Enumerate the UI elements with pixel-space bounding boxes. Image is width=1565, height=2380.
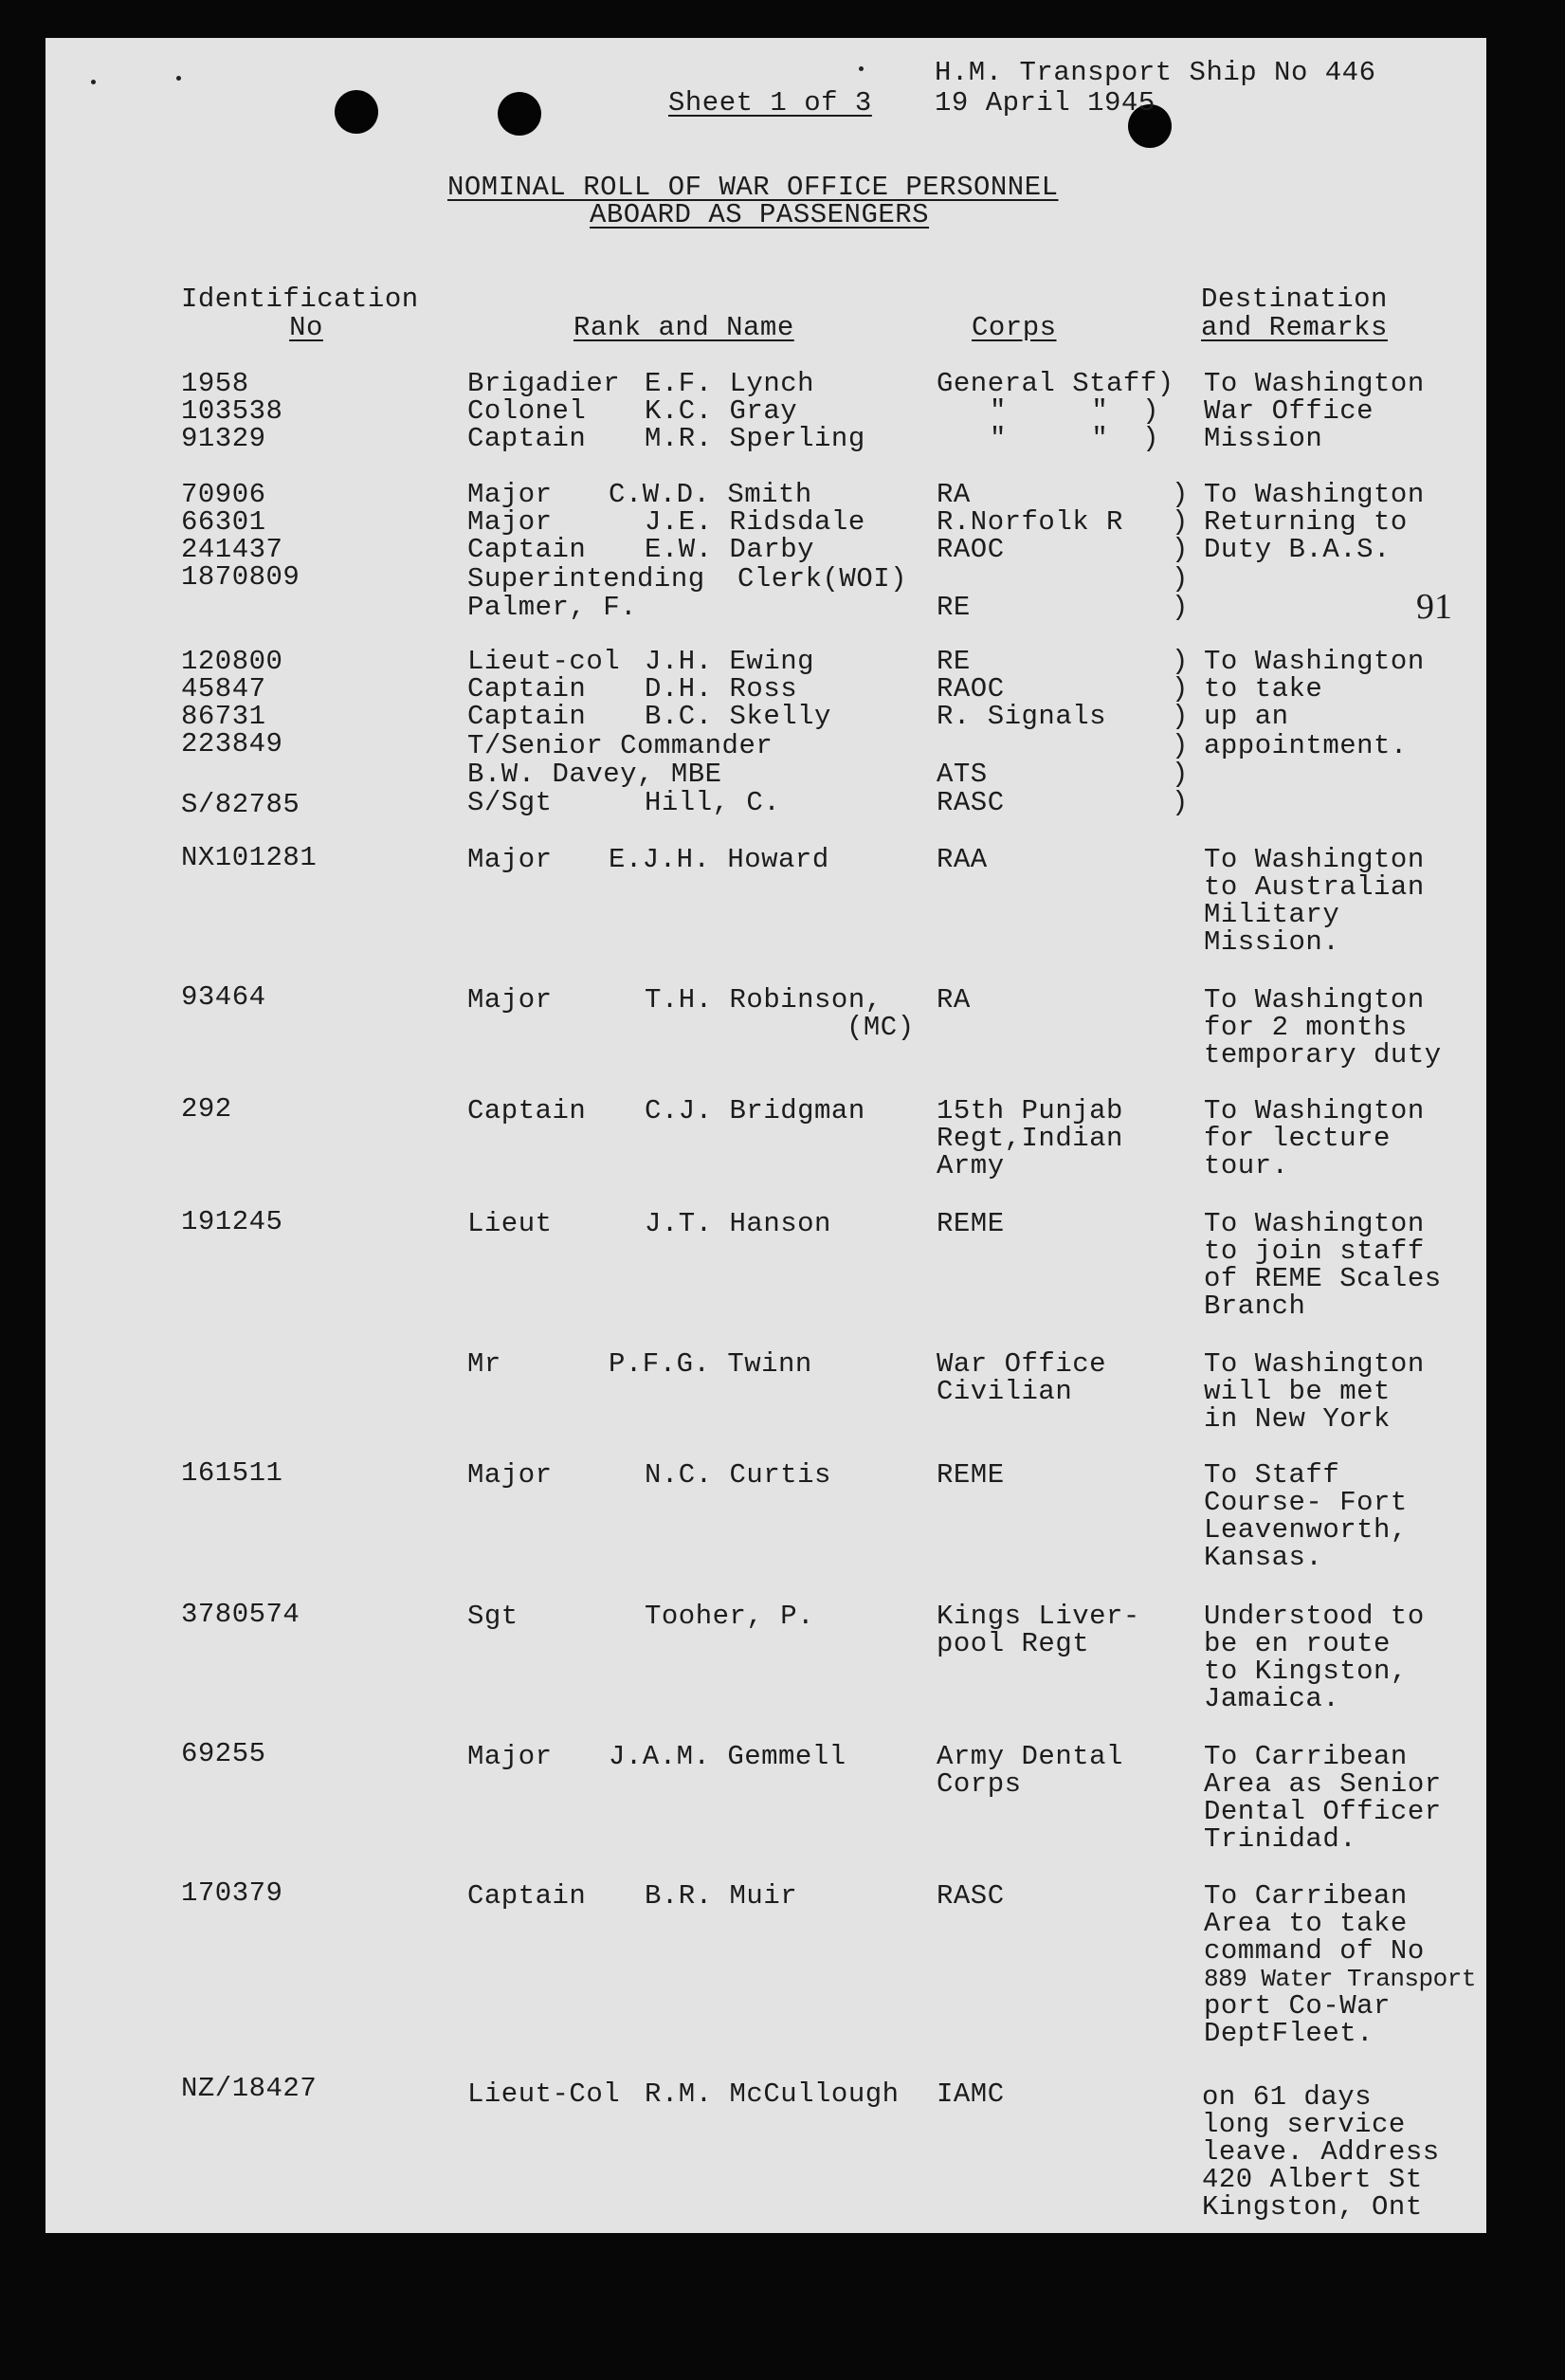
rank: Captain <box>467 1095 587 1126</box>
remark-line: temporary duty <box>1204 1039 1442 1071</box>
corps: War Office <box>937 1348 1107 1380</box>
remark-line: To Washington <box>1204 1095 1425 1126</box>
corps: Army Dental <box>937 1741 1123 1772</box>
name: E.W. Darby <box>645 534 815 565</box>
punch-hole <box>498 92 541 136</box>
column-header-rank-name: Rank and Name <box>573 312 794 343</box>
rank: Captain <box>467 534 587 565</box>
remark-line: to take <box>1204 673 1323 705</box>
remark-line: To Carribean <box>1204 1880 1408 1912</box>
name: Hill, C. <box>645 787 781 818</box>
remark-line: on 61 days <box>1202 2081 1373 2113</box>
corps: RAA <box>937 844 988 875</box>
remark-line: Military <box>1204 899 1340 930</box>
document-title: NOMINAL ROLL OF WAR OFFICE PERSONNEL <box>447 172 1059 203</box>
bracket: ) <box>1172 646 1189 677</box>
rank: Captain <box>467 423 587 454</box>
name: J.E. Ridsdale <box>645 506 865 538</box>
corps: IAMC <box>937 2078 1005 2110</box>
corps: RA <box>937 479 971 510</box>
speck <box>91 80 96 84</box>
name: E.J.H. Howard <box>609 844 829 875</box>
rank: Major <box>467 479 553 510</box>
remark-line: appointment. <box>1204 730 1408 761</box>
id-number: NZ/18427 <box>181 2073 318 2104</box>
name: B.R. Muir <box>645 1880 798 1912</box>
remark-line: Leavenworth, <box>1204 1514 1408 1546</box>
column-header-id: Identification <box>181 284 419 315</box>
id-number: 1958 <box>181 368 249 399</box>
remark-line: up an <box>1204 701 1289 732</box>
remark-line: Duty B.A.S. <box>1204 534 1391 565</box>
name: T.H. Robinson, <box>645 984 883 1016</box>
rank: Brigadier <box>467 368 621 399</box>
id-number: 91329 <box>181 423 266 454</box>
bracket: ) <box>1172 787 1189 818</box>
bracket: ) <box>1172 759 1189 790</box>
id-number: S/82785 <box>181 789 300 820</box>
rank: Superintending <box>467 563 705 595</box>
remark-line: To Washington <box>1204 479 1425 510</box>
remark-line: for lecture <box>1204 1123 1391 1154</box>
remark-line: Area to take <box>1204 1908 1408 1939</box>
document-subtitle: ABOARD AS PASSENGERS <box>590 199 930 230</box>
corps: RAOC <box>937 673 1005 705</box>
remark-line: Area as Senior <box>1204 1768 1442 1800</box>
remark-line: Mission. <box>1204 926 1340 958</box>
name: J.A.M. Gemmell <box>609 1741 846 1772</box>
corps: RAOC <box>937 534 1005 565</box>
id-number: 70906 <box>181 479 266 510</box>
speck <box>176 76 181 81</box>
name: P.F.G. Twinn <box>609 1348 812 1380</box>
remark-line: To Carribean <box>1204 1741 1408 1772</box>
rank: Palmer, F. <box>467 592 638 623</box>
remark-line: Kansas. <box>1204 1542 1323 1573</box>
name: J.H. Ewing <box>645 646 815 677</box>
remark-line: Trinidad. <box>1204 1823 1357 1855</box>
id-number: 3780574 <box>181 1599 300 1630</box>
rank: Major <box>467 984 553 1016</box>
rank: Lieut-Col <box>467 2078 621 2110</box>
remark-line: in New York <box>1204 1403 1391 1435</box>
rank: T/Senior Commander <box>467 730 773 761</box>
id-number: 66301 <box>181 506 266 538</box>
id-number: 120800 <box>181 646 283 677</box>
corps: REME <box>937 1459 1005 1491</box>
margin-number: 91 <box>1416 587 1452 627</box>
remark-line: leave. Address <box>1202 2136 1440 2168</box>
name: C.J. Bridgman <box>645 1095 865 1126</box>
id-number: NX101281 <box>181 842 318 873</box>
id-number: 1870809 <box>181 561 300 593</box>
remark-line: To Washington <box>1204 844 1425 875</box>
ship-number: H.M. Transport Ship No 446 <box>935 57 1376 88</box>
remark-line: To Staff <box>1204 1459 1340 1491</box>
remark-line: Branch <box>1204 1291 1306 1322</box>
name: E.F. Lynch <box>645 368 815 399</box>
remark-line: port Co-War <box>1204 1990 1391 2022</box>
remark-line: tour. <box>1204 1150 1289 1181</box>
corps: General Staff) <box>937 368 1174 399</box>
remark-line: Jamaica. <box>1204 1683 1340 1714</box>
id-number: 292 <box>181 1093 232 1125</box>
name: Tooher, P. <box>645 1601 815 1632</box>
corps: Kings Liver- <box>937 1601 1140 1632</box>
name: M.R. Sperling <box>645 423 865 454</box>
column-header-remarks: and Remarks <box>1201 312 1388 343</box>
remark-line: To Washington <box>1204 1208 1425 1239</box>
remark-line: to Australian <box>1204 871 1425 903</box>
remark-line: Kingston, Ont <box>1202 2191 1423 2223</box>
corps: Army <box>937 1150 1005 1181</box>
remark-line: DeptFleet. <box>1204 2018 1374 2049</box>
corps: Civilian <box>937 1376 1073 1407</box>
corps: RE <box>937 646 971 677</box>
remark-line: long service <box>1202 2109 1406 2140</box>
corps: 15th Punjab <box>937 1095 1123 1126</box>
remark-line: be en route <box>1204 1628 1391 1659</box>
rank: Lieut-col <box>467 646 621 677</box>
rank: S/Sgt <box>467 787 553 818</box>
name: D.H. Ross <box>645 673 798 705</box>
name: J.T. Hanson <box>645 1208 831 1239</box>
rank: Captain <box>467 673 587 705</box>
remark-line: for 2 months <box>1204 1012 1408 1043</box>
remark-line: To Washington <box>1204 368 1425 399</box>
sheet-number: Sheet 1 of 3 <box>668 87 872 119</box>
bracket: ) <box>1172 592 1189 623</box>
rank: Captain <box>467 701 587 732</box>
id-number: 103538 <box>181 395 283 427</box>
name: K.C. Gray <box>645 395 798 427</box>
remark-line: 889 Water Transport <box>1204 1965 1476 1993</box>
rank: Major <box>467 1741 553 1772</box>
remark-line: To Washington <box>1204 1348 1425 1380</box>
rank: Major <box>467 506 553 538</box>
bracket: ) <box>1172 534 1189 565</box>
id-number: 45847 <box>181 673 266 705</box>
remark-line: War Office <box>1204 395 1374 427</box>
bracket: ) <box>1172 730 1189 761</box>
id-number: 86731 <box>181 701 266 732</box>
remark-line: Dental Officer <box>1204 1796 1442 1827</box>
id-number: 69255 <box>181 1738 266 1769</box>
corps: " " ) <box>990 423 1160 454</box>
bracket: ) <box>1172 563 1189 595</box>
rank: Mr <box>467 1348 501 1380</box>
remark-line: 420 Albert St <box>1202 2164 1423 2195</box>
remark-line: of REME Scales <box>1204 1263 1442 1294</box>
name: R.M. McCullough <box>645 2078 900 2110</box>
rank: Major <box>467 1459 553 1491</box>
corps: pool Regt <box>937 1628 1090 1659</box>
column-header-corps: Corps <box>972 312 1057 343</box>
remark-line: To Washington <box>1204 646 1425 677</box>
corps: REME <box>937 1208 1005 1239</box>
remark-line: Returning to <box>1204 506 1408 538</box>
name: Clerk(WOI) <box>737 563 908 595</box>
corps: R. Signals <box>937 701 1107 732</box>
corps: R.Norfolk R <box>937 506 1123 538</box>
remark-line: To Washington <box>1204 984 1425 1016</box>
id-number: 223849 <box>181 728 283 760</box>
remark-line: Course- Fort <box>1204 1487 1408 1518</box>
id-number: 170379 <box>181 1877 283 1909</box>
rank: B.W. Davey, MBE <box>467 759 722 790</box>
remark-line: command of No <box>1204 1935 1425 1967</box>
corps: Corps <box>937 1768 1022 1800</box>
remark-line: to join staff <box>1204 1236 1425 1267</box>
id-number: 161511 <box>181 1457 283 1489</box>
corps: RASC <box>937 787 1005 818</box>
bracket: ) <box>1172 479 1189 510</box>
corps: RE <box>937 592 971 623</box>
column-header-id-no: No <box>289 312 323 343</box>
bracket: ) <box>1172 701 1189 732</box>
bracket: ) <box>1172 506 1189 538</box>
name: B.C. Skelly <box>645 701 831 732</box>
speck <box>859 66 864 71</box>
rank: Sgt <box>467 1601 519 1632</box>
rank: Major <box>467 844 553 875</box>
name: N.C. Curtis <box>645 1459 831 1491</box>
corps: Regt,Indian <box>937 1123 1123 1154</box>
corps: RA <box>937 984 971 1016</box>
column-header-destination: Destination <box>1201 284 1388 315</box>
punch-hole <box>335 90 378 134</box>
name-suffix: (MC) <box>846 1012 915 1043</box>
rank: Captain <box>467 1880 587 1912</box>
corps: ATS <box>937 759 988 790</box>
id-number: 241437 <box>181 534 283 565</box>
name: C.W.D. Smith <box>609 479 812 510</box>
corps: RASC <box>937 1880 1005 1912</box>
remark-line: Mission <box>1204 423 1323 454</box>
rank: Colonel <box>467 395 587 427</box>
id-number: 93464 <box>181 981 266 1013</box>
remark-line: Understood to <box>1204 1601 1425 1632</box>
id-number: 191245 <box>181 1206 283 1237</box>
document-date: 19 April 1945 <box>935 87 1156 119</box>
remark-line: will be met <box>1204 1376 1391 1407</box>
bracket: ) <box>1172 673 1189 705</box>
remark-line: to Kingston, <box>1204 1656 1408 1687</box>
rank: Lieut <box>467 1208 553 1239</box>
corps: " " ) <box>990 395 1160 427</box>
